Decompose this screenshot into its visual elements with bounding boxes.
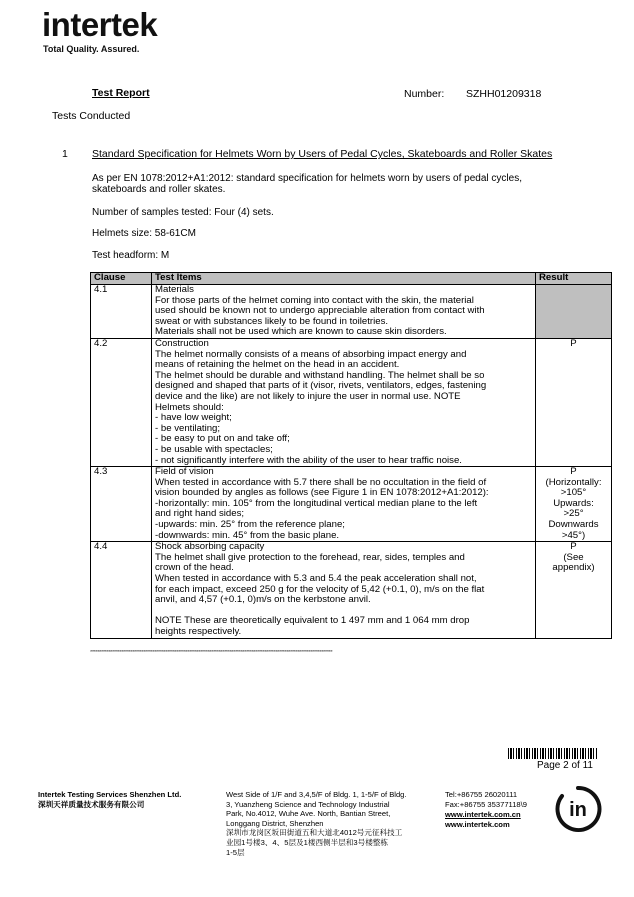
test-item-line: anvil, and 4,57 (+0.1, 0)m/s on the kerbstone anvil. bbox=[155, 594, 371, 606]
table-row bbox=[91, 338, 612, 466]
report-title: Test Report bbox=[92, 87, 150, 99]
address-line: 深圳市龙岗区坂田街道五和大道北4012号元征科技工 bbox=[226, 828, 403, 838]
intertek-circle-logo bbox=[554, 785, 602, 833]
standard-line-2: skateboards and roller skates. bbox=[92, 184, 226, 195]
footer-website[interactable]: www.intertek.com bbox=[445, 820, 510, 829]
header-clause: Clause bbox=[91, 273, 152, 285]
result-cell bbox=[536, 542, 612, 638]
test-item-line: For those parts of the helmet coming into contact with the skin, the material bbox=[155, 294, 474, 306]
test-item-line: - be ventilating; bbox=[155, 422, 221, 434]
test-item-line: When tested in accordance with 5.7 there shall be no occultation in the field of bbox=[155, 476, 487, 488]
test-item-line: Materials shall not be used which are known to cause skin disorders. bbox=[155, 326, 447, 338]
test-item-cell bbox=[152, 542, 536, 638]
clause-cell: 4.3 bbox=[91, 467, 152, 542]
address-line: West Side of 1/F and 3,4,5/F of Bldg. 1, 1-5/F of Bldg. bbox=[226, 790, 407, 799]
test-item-line: When tested in accordance with 5.3 and 5.4 the peak acceleration shall not, bbox=[155, 573, 477, 585]
table-row bbox=[91, 285, 612, 339]
test-item-line: Helmets should: bbox=[155, 401, 224, 413]
test-item-line: heights respectively. bbox=[155, 626, 242, 637]
test-items-table bbox=[90, 272, 612, 639]
separator-line: ************************************************************************************************************************************ bbox=[90, 650, 333, 656]
result-line: P bbox=[570, 541, 577, 553]
test-item-cell bbox=[152, 338, 536, 466]
test-item-line: -horizontally: min. 105° from the longitudinal vertical median plane to the left bbox=[155, 497, 478, 509]
result-line: appendix) bbox=[552, 562, 595, 574]
report-number: SZHH01209318 bbox=[466, 88, 542, 100]
test-item-line: - have low weight; bbox=[155, 412, 232, 424]
footer-tel: Tel:+86755 26020111 bbox=[445, 790, 518, 799]
footer-website-cn[interactable]: www.intertek.com.cn bbox=[445, 810, 521, 819]
result-line: >105° bbox=[560, 487, 587, 499]
barcode bbox=[508, 748, 598, 759]
result-cell bbox=[536, 285, 612, 339]
test-item-line: used should be known not to undergo appreciable alteration from contact with bbox=[155, 305, 485, 317]
result-line: (See bbox=[563, 551, 584, 563]
test-item-line: NOTE These are theoretically equivalent to 1 497 mm and 1 064 mm drop bbox=[155, 615, 470, 627]
result-line: Upwards: bbox=[553, 497, 594, 509]
test-item-line: - not significantly interfere with the ability of the user to hear traffic noise. bbox=[155, 454, 462, 466]
result-line: >25° bbox=[563, 508, 584, 520]
test-item-line: - be usable with spectacles; bbox=[155, 443, 273, 455]
test-item-line: The helmet should be durable and withstand handling. The helmet shall be so bbox=[155, 369, 485, 381]
section-title: Tests Conducted bbox=[52, 110, 131, 122]
test-item-line: vision bounded by angles as follows (see Figure 1 in EN 1078:2012+A1:2012): bbox=[155, 487, 489, 499]
test-item-title: Construction bbox=[155, 337, 209, 349]
address-line: 1-5层 bbox=[226, 847, 245, 857]
footer-fax: Fax:+86755 35377118\9 bbox=[445, 800, 527, 809]
result-cell bbox=[536, 338, 612, 466]
address-line: 业园1号楼3、4、5层及1楼西侧半层和3号楼整栋 bbox=[226, 837, 389, 847]
clause-cell: 4.1 bbox=[91, 285, 152, 339]
test-item-line: The helmet normally consists of a means of absorbing impact energy and bbox=[155, 348, 467, 360]
test-item-cell bbox=[152, 467, 536, 542]
address-line: 3, Yuanzheng Science and Technology Industrial bbox=[226, 799, 390, 809]
address-line: Longgang District, Shenzhen bbox=[226, 818, 324, 828]
table-row bbox=[91, 542, 612, 638]
test-item-line: for each impact, exceed 250 g for the velocity of 5,42 (+0.1, 0), m/s on the flat bbox=[155, 583, 485, 595]
test-item-title: Materials bbox=[155, 284, 194, 295]
number-label: Number: bbox=[404, 88, 445, 100]
test-item-line: -downwards: min. 45° from the basic plane. bbox=[155, 529, 340, 541]
test-item-line: -upwards: min. 25° from the reference plane; bbox=[155, 519, 345, 531]
clause-cell: 4.2 bbox=[91, 338, 152, 466]
company-name-en: Intertek Testing Services Shenzhen Ltd. bbox=[38, 790, 182, 799]
test-item-cell bbox=[152, 285, 536, 339]
test-item-title: Shock absorbing capacity bbox=[155, 541, 265, 553]
table-header-row bbox=[91, 273, 612, 285]
page-number: Page 2 of 11 bbox=[537, 760, 593, 771]
test-heading: Standard Specification for Helmets Worn by Users of Pedal Cycles, Skateboards and Roller Skates bbox=[92, 148, 553, 160]
test-item-line: crown of the head. bbox=[155, 562, 234, 574]
standard-line-1: As per EN 1078:2012+A1:2012: standard specification for helmets worn by users of pedal cycles, bbox=[92, 173, 522, 184]
result-line: (Horizontally: bbox=[545, 476, 602, 488]
header-test-items: Test Items bbox=[152, 273, 536, 285]
test-item-line: means of retaining the helmet on the head in an accident. bbox=[155, 359, 400, 371]
logo-tagline: Total Quality. Assured. bbox=[43, 44, 140, 54]
result-line: >45°) bbox=[561, 529, 586, 541]
test-item-line: The helmet shall give protection to the forehead, rear, sides, temples and bbox=[155, 551, 465, 563]
table-row bbox=[91, 467, 612, 542]
circle-logo-text: in bbox=[569, 799, 587, 821]
test-item-line: designed and shaped that parts of it (visor, rivets, ventilators, edges, fastening bbox=[155, 380, 487, 392]
result-line: P bbox=[570, 466, 577, 478]
test-item-line: - be easy to put on and take off; bbox=[155, 433, 290, 445]
test-item-line: device and the like) are not likely to injure the user in normal use. NOTE bbox=[155, 390, 461, 402]
headform-text: Test headform: M bbox=[92, 250, 170, 261]
samples-text: Number of samples tested: Four (4) sets. bbox=[92, 207, 274, 218]
result-line: Downwards bbox=[548, 519, 599, 531]
size-text: Helmets size: 58-61CM bbox=[92, 228, 196, 239]
address-line: Park, No.4012, Wuhe Ave. North, Bantian Street, bbox=[226, 809, 391, 819]
test-index: 1 bbox=[62, 148, 68, 160]
intertek-logo: intertek bbox=[42, 6, 158, 43]
company-name-cn: 深圳天祥质量技术服务有限公司 bbox=[38, 800, 145, 809]
result-cell bbox=[536, 467, 612, 542]
test-item-line: sweat or with substances likely to be found in toiletries. bbox=[155, 315, 389, 327]
result-line: P bbox=[570, 337, 577, 349]
test-item-line: and right hand sides; bbox=[155, 508, 245, 520]
header-result: Result bbox=[536, 273, 612, 285]
footer-address bbox=[226, 790, 436, 857]
clause-cell: 4.4 bbox=[91, 542, 152, 638]
test-item-title: Field of vision bbox=[155, 466, 214, 478]
